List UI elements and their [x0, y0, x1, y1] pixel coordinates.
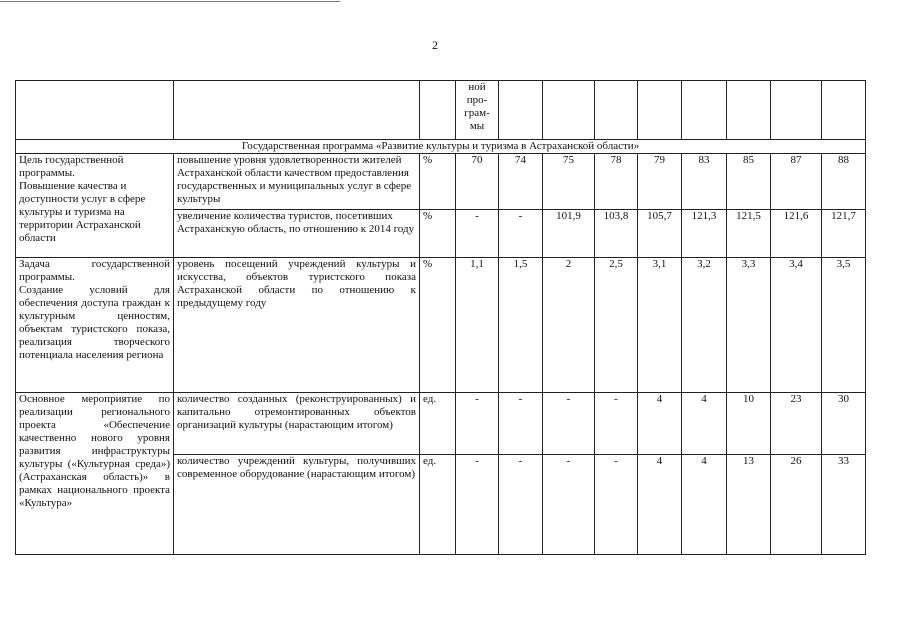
value-cell: -: [456, 209, 499, 257]
value-cell: 74: [499, 153, 543, 209]
value-cell: 23: [771, 392, 822, 454]
unit-cell: ед.: [420, 454, 456, 554]
header-indicator-cell: [174, 81, 420, 140]
value-cell: 3,5: [822, 257, 866, 392]
header-year-cell: [822, 81, 866, 140]
value-cell: 4: [682, 392, 727, 454]
value-cell: -: [456, 454, 499, 554]
header-year-cell: [543, 81, 595, 140]
indicators-table: [15, 80, 866, 555]
indicator-cell: количество созданных (реконструированных) и капитально отремонтированных объектов организаций культуры (нарастающим итогом): [174, 392, 420, 454]
value-cell: 78: [595, 153, 638, 209]
value-cell: 2: [543, 257, 595, 392]
value-cell: 70: [456, 153, 499, 209]
unit-cell: %: [420, 153, 456, 209]
value-cell: 1,5: [499, 257, 543, 392]
value-cell: 121,5: [727, 209, 771, 257]
value-cell: 3,1: [638, 257, 682, 392]
header-year-cell: [682, 81, 727, 140]
table-row: [16, 392, 866, 454]
header-year-cell: [771, 81, 822, 140]
value-cell: 121,3: [682, 209, 727, 257]
header-goal-cell: [16, 81, 174, 140]
value-cell: 2,5: [595, 257, 638, 392]
value-cell: -: [499, 392, 543, 454]
value-cell: -: [595, 454, 638, 554]
indicator-cell: увеличение количества туристов, посетивших Астраханскую область, по отношению к 2014 году: [174, 209, 420, 257]
header-unit-cell: [420, 81, 456, 140]
header-program-cell: ной про- грам- мы: [456, 81, 499, 140]
unit-cell: %: [420, 257, 456, 392]
section-title-row: [16, 140, 866, 154]
value-cell: 13: [727, 454, 771, 554]
value-cell: 4: [682, 454, 727, 554]
indicator-cell: количество учреждений культуры, получивших современное оборудование (нарастающим итогом): [174, 454, 420, 554]
top-rule: [0, 1, 340, 2]
header-year-cell: [727, 81, 771, 140]
value-cell: 3,3: [727, 257, 771, 392]
table-row: [16, 153, 866, 209]
goal-cell: Цель государственной программы. Повышение качества и доступности услуг в сфере культуры и туризма на территории Астраханской области: [16, 153, 174, 257]
value-cell: -: [543, 454, 595, 554]
value-cell: 83: [682, 153, 727, 209]
section-title: Государственная программа «Развитие культуры и туризма в Астраханской области»: [16, 140, 866, 154]
value-cell: 1,1: [456, 257, 499, 392]
value-cell: 105,7: [638, 209, 682, 257]
goal-cell: Основное мероприятие по реализации регионального проекта «Обеспечение качественно нового уровня развития инфраструктуры культуры («Культурная среда») (Астраханская область)» в рамках национального проекта «Культура»: [16, 392, 174, 554]
value-cell: -: [499, 454, 543, 554]
value-cell: 3,4: [771, 257, 822, 392]
value-cell: -: [456, 392, 499, 454]
header-year-cell: [499, 81, 543, 140]
value-cell: -: [499, 209, 543, 257]
value-cell: 87: [771, 153, 822, 209]
value-cell: 75: [543, 153, 595, 209]
header-year-cell: [638, 81, 682, 140]
value-cell: -: [543, 392, 595, 454]
header-year-cell: [595, 81, 638, 140]
value-cell: 4: [638, 454, 682, 554]
indicator-cell: повышение уровня удовлетворенности жителей Астраханской области качеством предоставления государственных и муниципальных услуг в сфере культуры: [174, 153, 420, 209]
value-cell: 85: [727, 153, 771, 209]
unit-cell: %: [420, 209, 456, 257]
header-row: [16, 81, 866, 140]
value-cell: 79: [638, 153, 682, 209]
page-number: 2: [432, 38, 438, 52]
value-cell: 33: [822, 454, 866, 554]
goal-cell: Задача государственной программы. Создание условий для обеспечения доступа граждан к культурным ценностям, объектам туристского показа, реализация творческого потенциала населения региона: [16, 257, 174, 392]
unit-cell: ед.: [420, 392, 456, 454]
value-cell: 30: [822, 392, 866, 454]
value-cell: 121,7: [822, 209, 866, 257]
value-cell: 88: [822, 153, 866, 209]
indicator-cell: уровень посещений учреждений культуры и искусства, объектов туристского показа Астраханской области по отношению к предыдущему году: [174, 257, 420, 392]
value-cell: 10: [727, 392, 771, 454]
value-cell: 101,9: [543, 209, 595, 257]
value-cell: 3,2: [682, 257, 727, 392]
value-cell: 103,8: [595, 209, 638, 257]
table-row: [16, 257, 866, 392]
value-cell: 26: [771, 454, 822, 554]
value-cell: 121,6: [771, 209, 822, 257]
value-cell: -: [595, 392, 638, 454]
value-cell: 4: [638, 392, 682, 454]
